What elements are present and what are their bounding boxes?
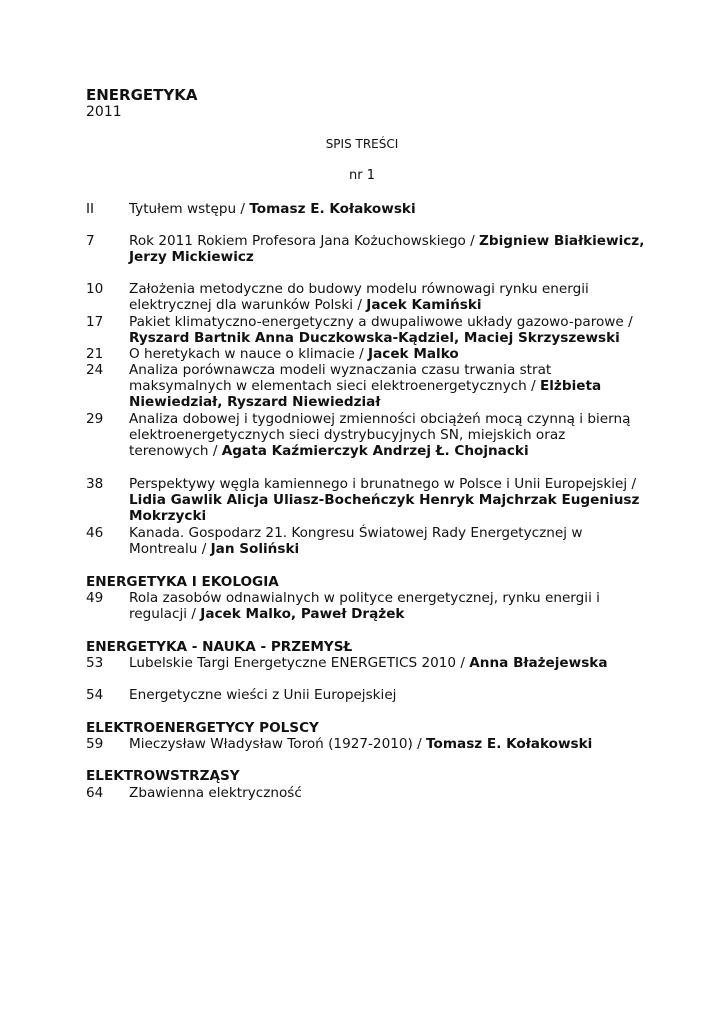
toc-entry (86, 281, 646, 313)
entry-author: Anna Błażejewska (469, 655, 608, 671)
page-number: 38 (86, 476, 104, 492)
entry-title: Założenia metodyczne do budowy modelu równowagi rynku energii elektrycznej dla warunków Polski / (129, 281, 589, 313)
page-number: 17 (86, 314, 104, 330)
entry-title: O heretykach w nauce o klimacie / (129, 346, 369, 362)
toc-entry (86, 687, 646, 703)
toc-entry (86, 411, 646, 459)
entry-text (129, 233, 646, 265)
page-number: 59 (86, 736, 104, 752)
entry-text (129, 736, 646, 752)
entry-author: Jacek Malko, Paweł Drążek (200, 606, 405, 622)
toc-entry (86, 314, 646, 346)
entry-author: Tomasz E. Kołakowski (249, 201, 416, 217)
entry-text (129, 314, 646, 346)
entry-title: Zbawienna elektryczność (129, 785, 302, 801)
section-heading: ENERGETYKA I EKOLOGIA (86, 574, 279, 590)
page-number: 54 (86, 687, 104, 703)
toc-entry (86, 362, 646, 410)
page-number: 53 (86, 655, 104, 671)
entry-text (129, 590, 646, 622)
section-heading: ENERGETYKA - NAUKA - PRZEMYSŁ (86, 639, 353, 655)
entry-text (129, 785, 646, 801)
page-number: 10 (86, 281, 104, 297)
page-number: 49 (86, 590, 104, 606)
toc-entry (86, 525, 646, 557)
toc-entry (86, 736, 646, 752)
toc-entry (86, 655, 646, 671)
entry-title: Rok 2011 Rokiem Profesora Jana Kożuchowskiego / (129, 233, 480, 249)
page-number: 46 (86, 525, 104, 541)
journal-year: 2011 (86, 104, 122, 120)
page-number: 21 (86, 346, 104, 362)
toc-entry (86, 201, 646, 217)
page-number: 7 (86, 233, 95, 249)
toc-heading-text: SPIS TREŚCI (325, 137, 399, 151)
entry-text (129, 525, 646, 557)
entry-title: Pakiet klimatyczno-energetyczny a dwupaliwowe układy gazowo-parowe / (129, 314, 633, 330)
entry-text (129, 476, 646, 524)
page-number: 29 (86, 411, 104, 427)
toc-entry (86, 346, 646, 362)
entry-text (129, 281, 646, 313)
entry-title: Lubelskie Targi Energetyczne ENERGETICS 2010 / (129, 655, 470, 671)
page-number: II (86, 201, 95, 217)
entry-author: Jacek Kamiński (366, 297, 482, 313)
entry-author: Tomasz E. Kołakowski (426, 736, 593, 752)
entry-title: Perspektywy węgla kamiennego i brunatnego w Polsce i Unii Europejskiej / (129, 476, 637, 492)
entry-text (129, 362, 646, 410)
entry-author: Jacek Malko (368, 346, 459, 362)
entry-text (129, 655, 646, 671)
entry-text (129, 201, 646, 217)
entry-author: Ryszard Bartnik Anna Duczkowska-Kądziel, Maciej Skrzyszewski (129, 330, 620, 346)
page-number: 64 (86, 785, 104, 801)
toc-entry (86, 233, 646, 265)
entry-text (129, 346, 646, 362)
entry-title: Analiza porównawcza modeli wyznaczania czasu trwania strat maksymalnych w elementach sieci elektroenergetycznych / (129, 362, 552, 394)
entry-author: Agata Kaźmierczyk Andrzej Ł. Chojnacki (221, 443, 529, 459)
entry-title: Mieczysław Władysław Toroń (1927-2010) / (129, 736, 427, 752)
entry-author: Elżbieta Niewiedział, Ryszard Niewiedział (129, 378, 602, 410)
entry-text (129, 411, 646, 459)
entry-text (129, 687, 646, 703)
section-heading: ELEKTROENERGETYCY POLSCY (86, 720, 319, 736)
page-number: 24 (86, 362, 104, 378)
toc-entry (86, 785, 646, 801)
entry-title: Kanada. Gospodarz 21. Kongresu Światowej Rady Energetycznej w Montrealu / (129, 525, 583, 557)
entry-title: Analiza dobowej i tygodniowej zmienności obciążeń mocą czynną i bierną elektroenergetycznych sieci dystrybucyjnych SN, miejskich oraz terenowych / (129, 411, 631, 459)
entry-title: Rola zasobów odnawialnych w polityce energetycznej, rynku energii i regulacji / (129, 590, 600, 622)
entry-title: Energetyczne wieści z Unii Europejskiej (129, 687, 397, 703)
toc-entry (86, 476, 646, 524)
section-heading: ELEKTROWSTRZĄSY (86, 768, 240, 784)
entry-author: Lidia Gawlik Alicja Uliasz-Bocheńczyk Henryk Majchrzak Eugeniusz Mokrzycki (129, 492, 640, 524)
entry-title: Tytułem wstępu / (129, 201, 250, 217)
journal-title: ENERGETYKA (86, 86, 198, 104)
toc-heading (0, 136, 724, 152)
entry-author: Zbigniew Białkiewicz, Jerzy Mickiewicz (129, 233, 645, 265)
issue-number: nr 1 (349, 168, 375, 183)
toc-entry (86, 590, 646, 622)
entry-author: Jan Soliński (210, 541, 300, 557)
